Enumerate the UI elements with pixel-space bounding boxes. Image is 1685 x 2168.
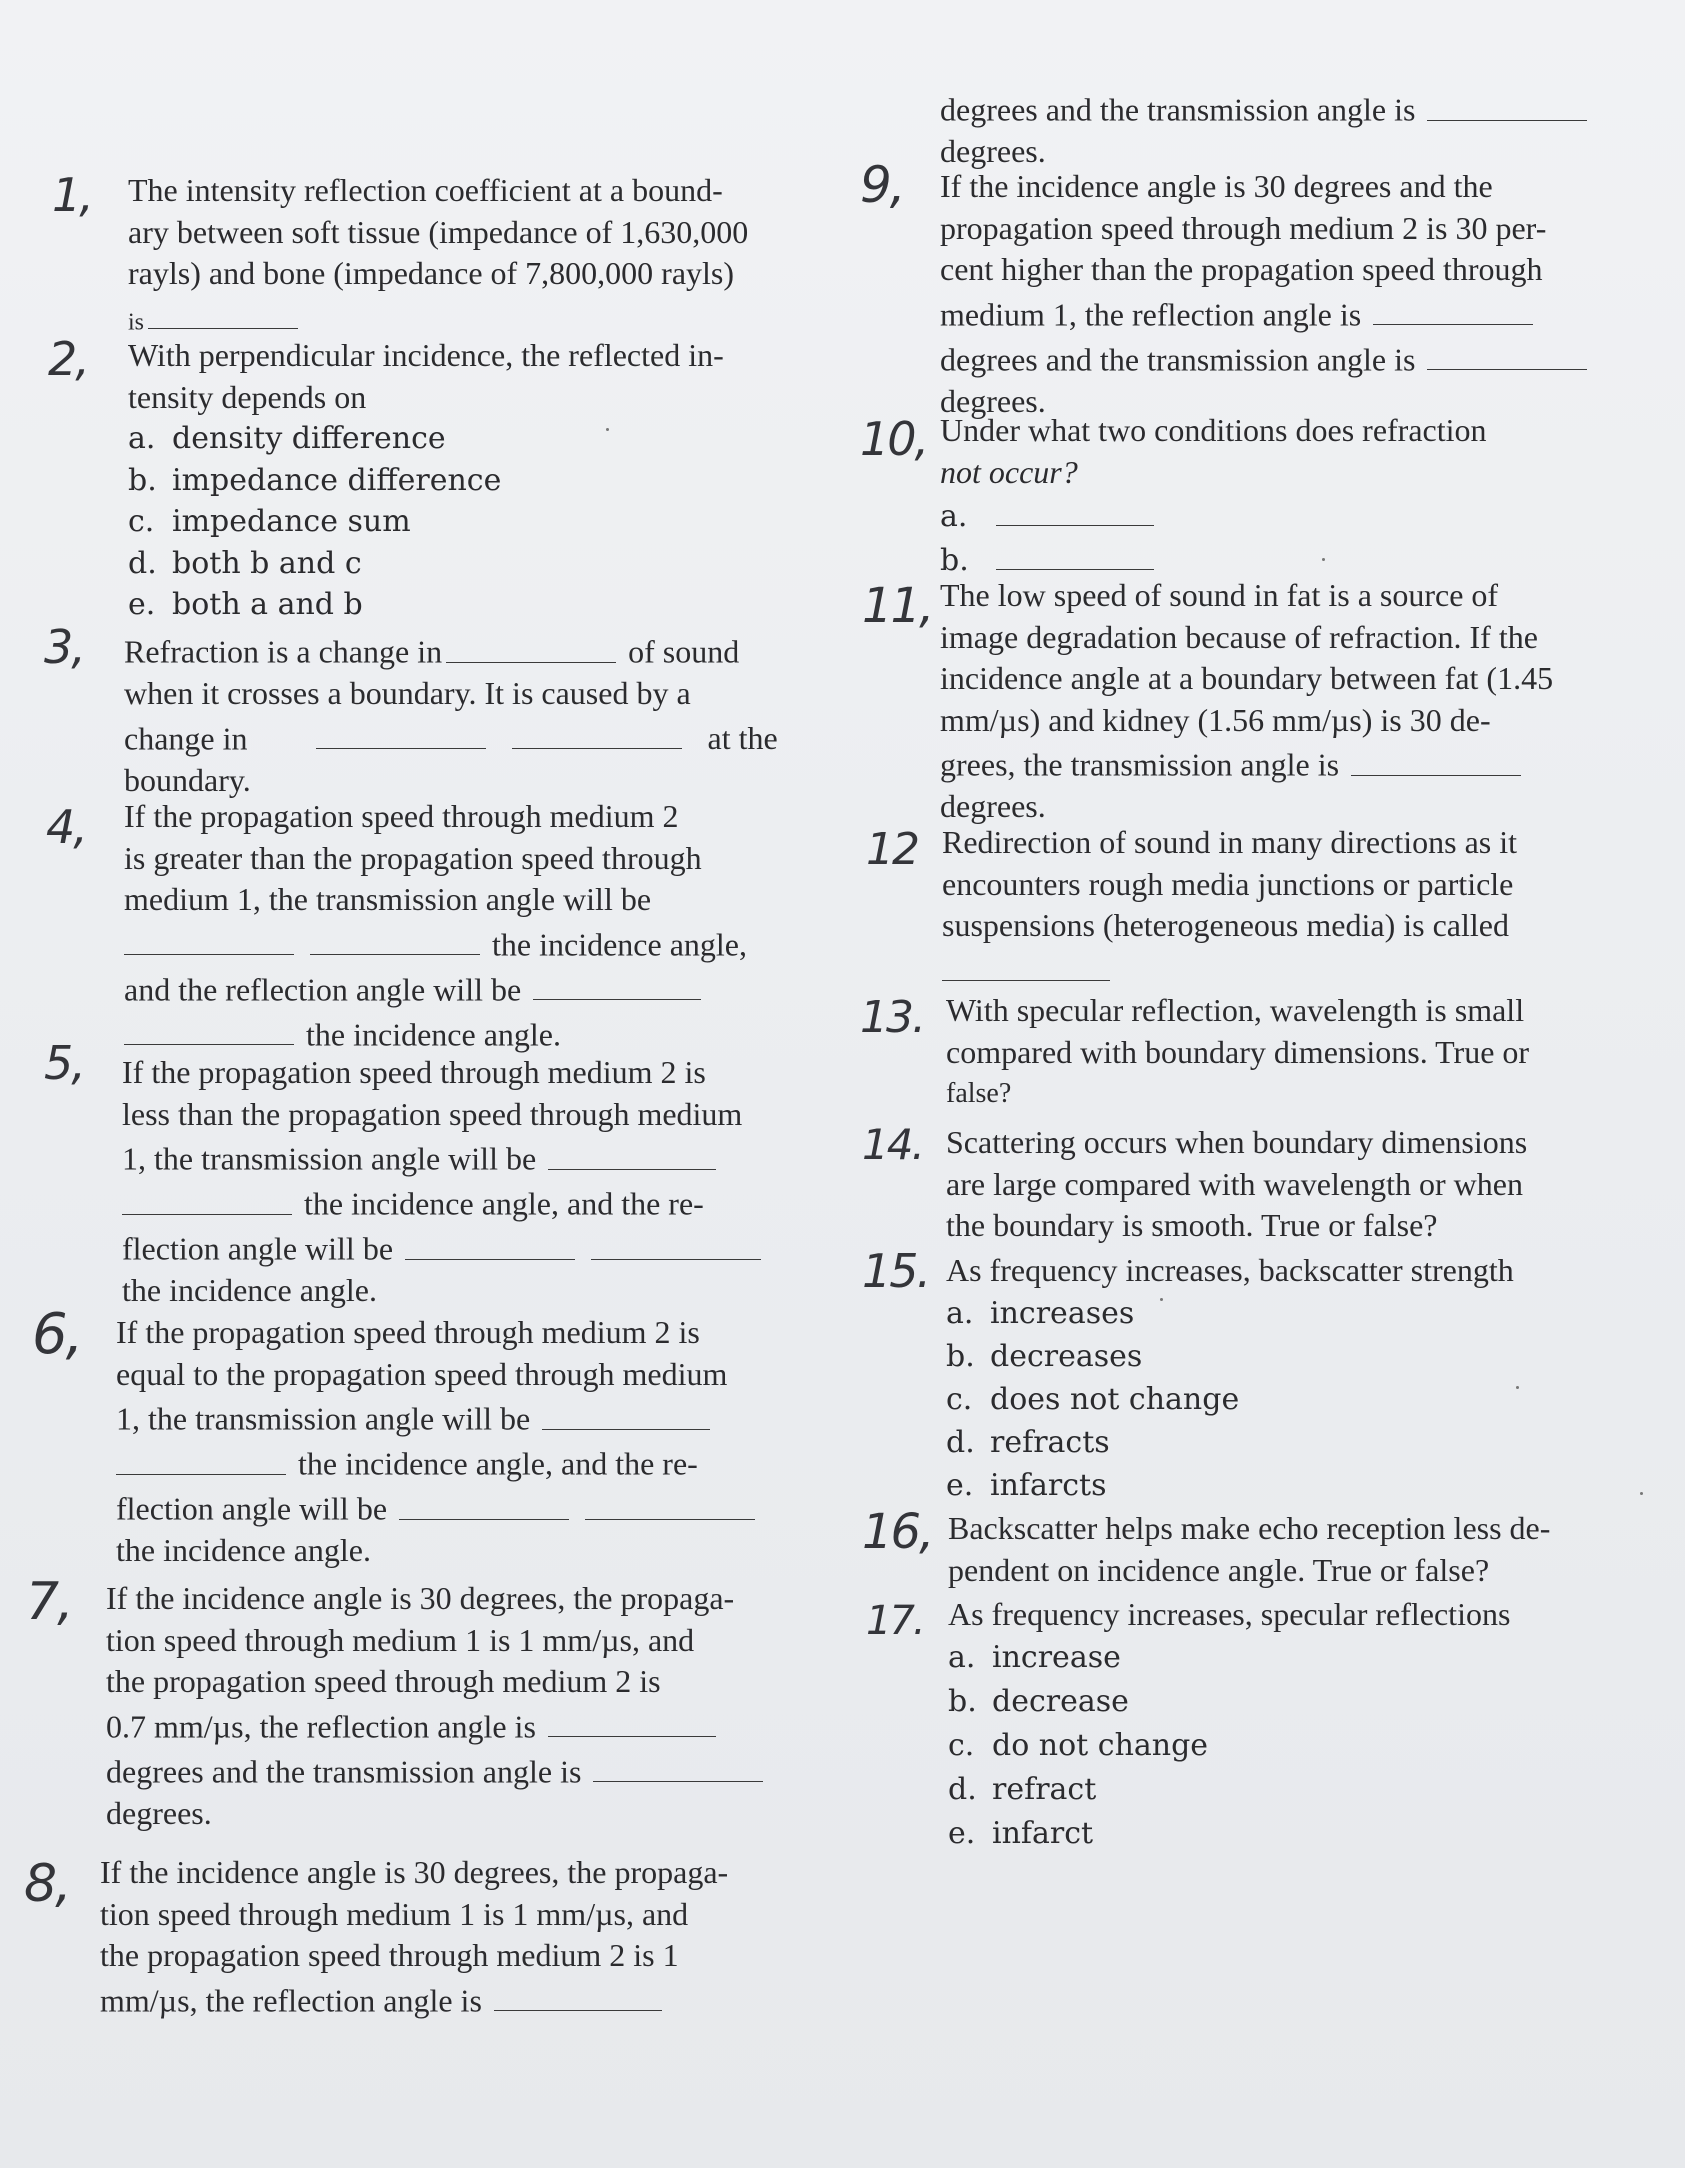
handwritten-number-9: 9, (860, 156, 904, 214)
q3-blank-2[interactable] (316, 715, 486, 750)
q1-line: rayls) and bone (impedance of 7,800,000 rayls) (128, 255, 735, 291)
q6-line: If the propagation speed through medium 2 is (116, 1314, 700, 1350)
handwritten-number-3: 3, (44, 620, 84, 674)
q11-line: mm/µs) and kidney (1.56 mm/µs) is 30 de- (940, 701, 1491, 738)
q3-text: at the (707, 720, 778, 757)
q10-line: Under what two conditions does refraction (940, 412, 1487, 448)
question-17 (948, 1594, 1658, 1856)
paper-speck (1160, 1298, 1163, 1301)
q3-blank-3[interactable] (512, 715, 682, 750)
q6-text: the incidence angle, and the re- (298, 1445, 698, 1482)
q4-text: the incidence angle, (492, 926, 747, 963)
q5-blank-3[interactable] (405, 1225, 575, 1260)
q1-line: ary between soft tissue (impedance of 1,630,000 (128, 213, 749, 250)
q11-line: incidence angle at a boundary between fat (1.45 (940, 660, 1554, 696)
q9-line: propagation speed through medium 2 is 30 per- (940, 209, 1547, 246)
question-8 (100, 1852, 798, 2022)
q6-blank-2[interactable] (116, 1440, 286, 1475)
question-1 (128, 170, 796, 344)
q9-line: cent higher than the propagation speed through (940, 251, 1543, 287)
q11-blank[interactable] (1351, 741, 1521, 776)
q10-text: not occur? (940, 453, 1078, 490)
q9-line: degrees. (940, 382, 1046, 419)
q14-line: the boundary is smooth. True or false? (946, 1207, 1438, 1243)
q6-blank-1[interactable] (542, 1395, 710, 1430)
q12-line: suspensions (heterogeneous media) is called (942, 907, 1509, 943)
q11-line: degrees. (940, 788, 1046, 825)
question-2 (128, 335, 796, 626)
handwritten-number-16: 16, (862, 1504, 933, 1560)
q3-line: when it crosses a boundary. It is caused by a (124, 675, 691, 712)
q15-option-b[interactable]: b. decreases (946, 1338, 1143, 1374)
question-16 (948, 1508, 1658, 1591)
q2-line: tensity depends on (128, 378, 367, 415)
q6-line: equal to the propagation speed through medium (116, 1355, 728, 1392)
question-4 (124, 796, 796, 1056)
handwritten-number-5: 5, (44, 1036, 84, 1090)
question-5 (122, 1052, 798, 1312)
q9-text: medium 1, the reflection angle is (940, 296, 1362, 333)
q8-line: the propagation speed through medium 2 is 1 (100, 1937, 679, 1973)
q17-option-a[interactable]: a. increase (948, 1639, 1121, 1675)
q4-text: the incidence angle. (306, 1016, 561, 1053)
q5-blank-4[interactable] (591, 1225, 761, 1260)
q7-line: If the incidence angle is 30 degrees, the propaga- (106, 1580, 735, 1616)
q4-line: medium 1, the transmission angle will be (124, 881, 652, 917)
q15-option-a[interactable]: a. increases (946, 1295, 1135, 1331)
q7-text: 0.7 mm/µs, the reflection angle is (106, 1708, 536, 1745)
question-14 (946, 1122, 1656, 1247)
q1-line: is (128, 309, 145, 336)
q4-blank-2[interactable] (310, 921, 480, 956)
q9-blank-1[interactable] (1373, 291, 1533, 326)
q8-line: If the incidence angle is 30 degrees, the propaga- (100, 1854, 729, 1890)
q9-line: If the incidence angle is 30 degrees and the (940, 168, 1493, 204)
handwritten-number-7: 7, (26, 1572, 72, 1632)
q1-line: The intensity reflection coefficient at a bound- (128, 172, 723, 208)
q11-line: The low speed of sound in fat is a source of (940, 577, 1499, 613)
q12-blank[interactable] (942, 947, 1110, 982)
q15-option-d[interactable]: d. refracts (946, 1424, 1110, 1460)
q8-line: tion speed through medium 1 is 1 mm/µs, and (100, 1895, 689, 1932)
q6-line: the incidence angle. (116, 1532, 371, 1569)
question-6 (116, 1312, 798, 1572)
question-12 (942, 822, 1650, 992)
question-10 (940, 410, 1640, 581)
q8-text: degrees and the transmission angle is (940, 91, 1416, 128)
paper-speck (1322, 558, 1325, 561)
q3-line: boundary. (124, 761, 251, 798)
question-11 (940, 575, 1648, 828)
q10-blank-a[interactable] (996, 493, 1154, 526)
q7-blank-2[interactable] (593, 1748, 763, 1783)
handwritten-number-1: 1, (52, 168, 92, 222)
q5-line: If the propagation speed through medium 2 is (122, 1054, 706, 1090)
q6-text: flection angle will be (116, 1490, 388, 1527)
q11-line: image degradation because of refraction. If the (940, 618, 1538, 655)
q8-blank-2[interactable] (1427, 86, 1587, 121)
q15-option-e[interactable]: e. infarcts (946, 1467, 1107, 1503)
q7-blank-1[interactable] (548, 1703, 716, 1738)
q4-blank-3[interactable] (533, 966, 701, 1001)
q10-label-a: a. (940, 498, 968, 534)
q3-blank-1[interactable] (446, 628, 616, 663)
q7-line: the propagation speed through medium 2 is (106, 1663, 661, 1699)
q15-option-c[interactable]: c. does not change (946, 1381, 1240, 1417)
handwritten-number-12: 12 (866, 824, 918, 875)
q3-text: Refraction is a change in (124, 633, 443, 670)
handwritten-number-13: 13. (860, 992, 924, 1043)
q5-blank-2[interactable] (122, 1180, 292, 1215)
handwritten-number-4: 4, (46, 800, 86, 854)
q17-option-c[interactable]: c. do not change (948, 1727, 1209, 1763)
paper-speck (606, 428, 609, 431)
q4-line: If the propagation speed through medium 2 (124, 798, 679, 834)
q5-text: flection angle will be (122, 1230, 394, 1267)
q6-blank-3[interactable] (399, 1485, 569, 1520)
q4-text: and the reflection angle will be (124, 971, 522, 1008)
q5-text: 1, the transmission angle will be (122, 1140, 537, 1177)
q7-line: tion speed through medium 1 is 1 mm/µs, and (106, 1621, 695, 1658)
q1-answer-blank[interactable] (148, 295, 298, 330)
q6-text: 1, the transmission angle will be (116, 1400, 531, 1437)
q5-line: less than the propagation speed through medium (122, 1095, 743, 1132)
q15-line: As frequency increases, backscatter strength (946, 1252, 1514, 1288)
handwritten-number-17: 17. (866, 1598, 924, 1644)
q10-label-b: b. (940, 542, 969, 578)
q2-option-c[interactable]: c. impedance sum (128, 504, 411, 539)
q14-line: Scattering occurs when boundary dimensions (946, 1124, 1528, 1160)
handwritten-number-6: 6, (32, 1302, 82, 1367)
paper-speck (1516, 1386, 1519, 1389)
q12-line: Redirection of sound in many directions as it (942, 824, 1517, 860)
q4-blank-1[interactable] (124, 921, 294, 956)
question-15 (946, 1250, 1656, 1507)
q7-text: degrees and the transmission angle is (106, 1753, 582, 1790)
q16-line: pendent on incidence angle. True or false? (948, 1551, 1490, 1588)
q8-line: degrees. (940, 133, 1046, 170)
q13-line: false? (946, 1078, 1012, 1109)
question-7 (106, 1578, 798, 1834)
q13-line: compared with boundary dimensions. True or (946, 1033, 1530, 1070)
q8-blank-1[interactable] (494, 1977, 662, 2012)
q8-text: mm/µs, the reflection angle is (100, 1982, 482, 2019)
handwritten-number-10: 10, (860, 412, 928, 466)
q5-text: the incidence angle, and the re- (304, 1185, 704, 1222)
q3-text: of sound (628, 633, 740, 670)
q17-option-b[interactable]: b. decrease (948, 1683, 1129, 1719)
q14-line: are large compared with wavelength or when (946, 1165, 1523, 1202)
q13-line: With specular reflection, wavelength is small (946, 992, 1525, 1028)
handwritten-number-2: 2, (48, 332, 88, 386)
q17-option-e[interactable]: e. infarct (948, 1815, 1094, 1851)
handwritten-number-15: 15. (862, 1244, 930, 1298)
q4-blank-4[interactable] (124, 1011, 294, 1046)
handwritten-number-8: 8, (24, 1854, 70, 1914)
paper-speck (1640, 1492, 1643, 1495)
q10-blank-b[interactable] (996, 537, 1154, 570)
q2-line: With perpendicular incidence, the reflected in- (128, 337, 724, 373)
q5-line: the incidence angle. (122, 1272, 377, 1309)
q3-text: change in (124, 720, 248, 757)
q17-line: As frequency increases, specular reflections (948, 1596, 1511, 1632)
q2-option-b[interactable]: b. impedance difference (128, 462, 502, 498)
q16-line: Backscatter helps make echo reception less de- (948, 1510, 1551, 1546)
q4-line: is greater than the propagation speed through (124, 839, 702, 876)
q9-blank-2[interactable] (1427, 336, 1587, 371)
handwritten-number-11: 11, (862, 578, 933, 634)
question-9 (940, 166, 1640, 422)
q12-line: encounters rough media junctions or particle (942, 865, 1514, 902)
question-13 (946, 990, 1652, 1115)
q11-text: grees, the transmission angle is (940, 746, 1340, 783)
q2-option-e[interactable]: e. both a and b (128, 587, 363, 622)
q9-text: degrees and the transmission angle is (940, 341, 1416, 378)
question-3 (124, 628, 796, 801)
q5-blank-1[interactable] (548, 1135, 716, 1170)
handwritten-number-14: 14. (862, 1120, 923, 1169)
question-8-continued (940, 86, 1640, 173)
q2-option-d[interactable]: d. both b and c (128, 545, 362, 581)
q17-option-d[interactable]: d. refract (948, 1771, 1097, 1807)
q2-option-a[interactable]: a. density difference (128, 421, 446, 456)
q6-blank-4[interactable] (585, 1485, 755, 1520)
q7-line: degrees. (106, 1794, 212, 1831)
